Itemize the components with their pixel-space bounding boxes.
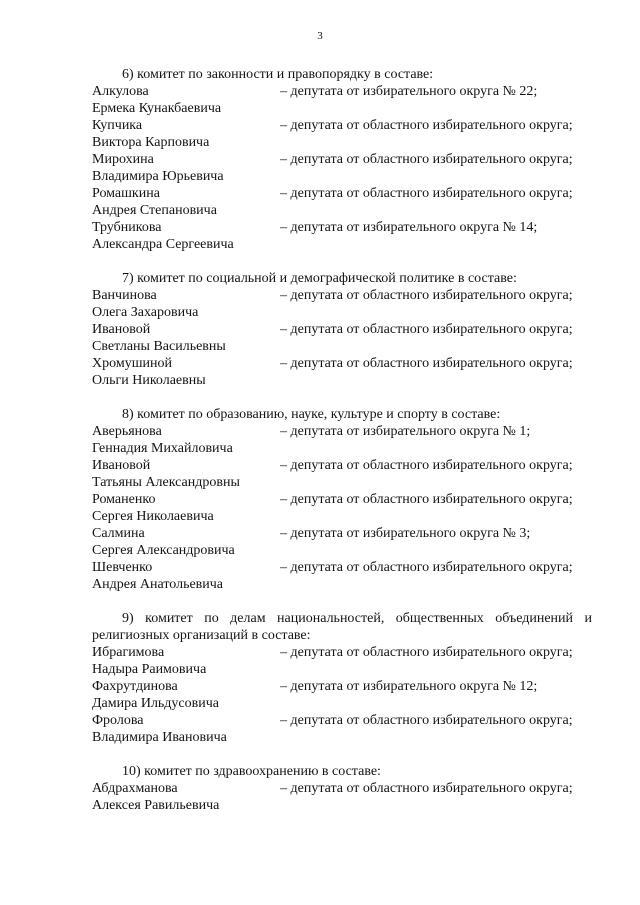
member-surname: Ванчинова	[92, 288, 157, 303]
committee-member	[92, 780, 592, 814]
committee-member	[92, 525, 592, 559]
member-given-name: Дамира Ильдусовича	[92, 696, 220, 711]
committee-heading: 7) комитет по социальной и демографической политике в составе:	[122, 271, 517, 286]
document-body	[92, 66, 592, 814]
member-given-name: Надыра Раимовича	[92, 662, 207, 677]
member-surname: Шевченко	[92, 560, 153, 575]
member-surname: Мирохина	[92, 152, 154, 167]
committee-member	[92, 321, 592, 355]
committee-member	[92, 219, 592, 253]
member-role: – депутата от избирательного округа № 14;	[280, 220, 538, 235]
member-given-name: Владимира Ивановича	[92, 730, 227, 745]
member-given-name: Андрея Анатольевича	[92, 577, 224, 592]
committee-heading: 9) комитет по делам национальностей, общественных объединений и религиозных организаций в составе:	[92, 611, 592, 643]
member-role: – депутата от избирательного округа № 12;	[280, 679, 538, 694]
member-surname: Ивановой	[92, 458, 151, 473]
member-role: – депутата от областного избирательного округа;	[280, 288, 573, 303]
committee-heading: 10) комитет по здравоохранению в составе:	[122, 764, 381, 779]
committee-member	[92, 83, 592, 117]
member-role: – депутата от областного избирательного округа;	[280, 492, 573, 507]
member-given-name: Виктора Карповича	[92, 135, 210, 150]
member-surname: Фролова	[92, 713, 144, 728]
member-given-name: Андрея Степановича	[92, 203, 217, 218]
member-role: – депутата от избирательного округа № 22;	[280, 84, 538, 99]
committee-member	[92, 355, 592, 389]
committee-section	[92, 610, 592, 746]
member-surname: Абдрахманова	[92, 781, 178, 796]
member-role: – депутата от областного избирательного округа;	[280, 356, 573, 371]
member-role: – депутата от областного избирательного округа;	[280, 458, 573, 473]
member-given-name: Ольги Николаевны	[92, 373, 206, 388]
committee-member	[92, 185, 592, 219]
committee-member	[92, 644, 592, 678]
member-surname: Трубникова	[92, 220, 162, 235]
member-given-name: Александра Сергеевича	[92, 237, 234, 252]
member-role: – депутата от областного избирательного округа;	[280, 152, 573, 167]
committee-section	[92, 406, 592, 593]
committee-section	[92, 66, 592, 253]
member-given-name: Владимира Юрьевича	[92, 169, 224, 184]
committee-heading: 6) комитет по законности и правопорядку в составе:	[122, 67, 434, 82]
member-role: – депутата от областного избирательного округа;	[280, 713, 573, 728]
committee-member	[92, 678, 592, 712]
member-role: – депутата от областного избирательного округа;	[280, 645, 573, 660]
member-surname: Хромушиной	[92, 356, 172, 371]
committee-member	[92, 287, 592, 321]
member-surname: Купчика	[92, 118, 143, 133]
member-role: – депутата от избирательного округа № 3;	[280, 526, 531, 541]
committee-section	[92, 763, 592, 814]
member-given-name: Алексея Равильевича	[92, 798, 220, 813]
member-surname: Ромашкина	[92, 186, 160, 201]
member-surname: Салмина	[92, 526, 145, 541]
member-surname: Романенко	[92, 492, 156, 507]
committee-member	[92, 151, 592, 185]
committee-member	[92, 423, 592, 457]
committee-member	[92, 117, 592, 151]
member-given-name: Сергея Александровича	[92, 543, 235, 558]
member-role: – депутата от областного избирательного округа;	[280, 186, 573, 201]
committee-heading: 8) комитет по образованию, науке, культуре и спорту в составе:	[122, 407, 501, 422]
committee-member	[92, 712, 592, 746]
member-surname: Алкулова	[92, 84, 149, 99]
member-role: – депутата от областного избирательного округа;	[280, 322, 573, 337]
member-given-name: Олега Захаровича	[92, 305, 199, 320]
member-role: – депутата от областного избирательного округа;	[280, 118, 573, 133]
member-given-name: Геннадия Михайловича	[92, 441, 233, 456]
member-given-name: Ермека Кунакбаевича	[92, 101, 222, 116]
member-surname: Ибрагимова	[92, 645, 165, 660]
member-given-name: Татьяны Александровны	[92, 475, 240, 490]
member-given-name: Светланы Васильевны	[92, 339, 226, 354]
committee-member	[92, 559, 592, 593]
member-given-name: Сергея Николаевича	[92, 509, 214, 524]
member-role: – депутата от областного избирательного округа;	[280, 781, 573, 796]
member-role: – депутата от областного избирательного округа;	[280, 560, 573, 575]
committee-member	[92, 491, 592, 525]
member-surname: Ивановой	[92, 322, 151, 337]
member-role: – депутата от избирательного округа № 1;	[280, 424, 531, 439]
member-surname: Аверьянова	[92, 424, 162, 439]
committee-member	[92, 457, 592, 491]
committee-section	[92, 270, 592, 389]
page-number: 3	[317, 30, 323, 42]
member-surname: Фахрутдинова	[92, 679, 178, 694]
